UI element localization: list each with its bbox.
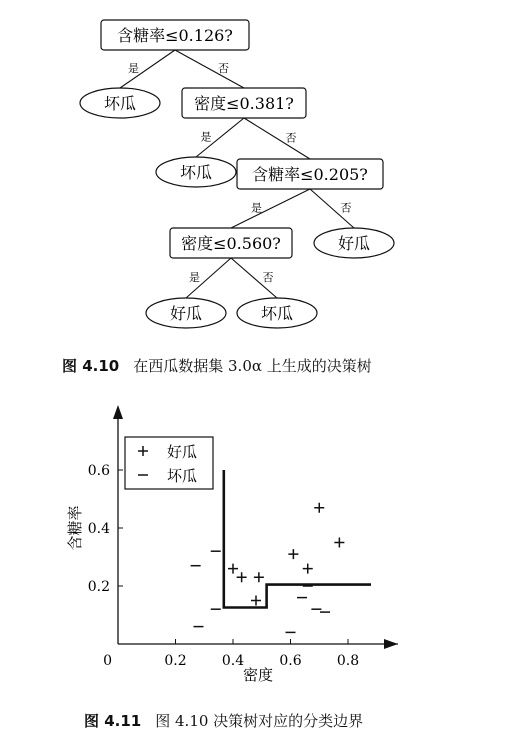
decision-tree <box>0 0 527 345</box>
caption-number: 图 4.10 <box>62 357 120 375</box>
x-tick-label: 0.8 <box>336 653 360 669</box>
leaf-node-label: 坏瓜 <box>179 163 213 182</box>
good-melon-point <box>254 572 264 582</box>
decision-node-label: 密度≤0.381? <box>194 94 294 113</box>
good-melon-point <box>228 564 238 574</box>
edge-label: 是 <box>200 130 212 144</box>
y-tick-label: 0.2 <box>87 579 110 595</box>
tree-edge <box>231 189 310 228</box>
leaf-node-label: 坏瓜 <box>103 94 137 113</box>
good-melon-point <box>237 572 247 582</box>
decision-node-label: 含糖率≤0.205? <box>252 165 368 184</box>
edge-label: 否 <box>218 62 229 75</box>
caption-text: 在西瓜数据集 3.0α 上生成的决策树 <box>133 357 372 375</box>
good-melon-point <box>288 549 298 559</box>
x-axis-label: 密度 <box>242 666 274 684</box>
good-melon-point <box>334 538 344 548</box>
x-axis-arrow <box>384 639 398 649</box>
edge-label: 是 <box>128 62 139 75</box>
x-tick-label: 0.4 <box>221 653 245 669</box>
decision-node-label: 密度≤0.560? <box>181 234 281 253</box>
caption-text: 图 4.10 决策树对应的分类边界 <box>155 712 364 730</box>
origin-label: 0 <box>103 653 112 669</box>
y-tick-label: 0.4 <box>87 521 110 537</box>
decision-boundary <box>224 470 371 608</box>
caption-number: 图 4.11 <box>84 712 142 730</box>
good-melon-point <box>314 503 324 513</box>
x-tick-label: 0.2 <box>164 653 187 669</box>
edge-label: 否 <box>340 201 352 215</box>
tree-edge <box>244 118 310 159</box>
caption-fig-4-11 <box>84 710 363 731</box>
edge-label: 否 <box>262 271 274 284</box>
legend-label: 坏瓜 <box>167 467 198 485</box>
edge-label: 是 <box>189 271 200 284</box>
x-tick-label: 0.6 <box>279 653 302 669</box>
y-tick-label: 0.6 <box>87 463 110 479</box>
leaf-node-label: 好瓜 <box>169 304 203 323</box>
tree-edge <box>175 50 244 88</box>
leaf-node-label: 好瓜 <box>337 234 371 253</box>
caption-fig-4-10 <box>62 355 372 376</box>
legend-label: 好瓜 <box>167 443 198 461</box>
good-melon-point <box>251 596 261 606</box>
decision-node-label: 含糖率≤0.126? <box>117 26 233 45</box>
edge-label: 是 <box>251 201 262 215</box>
classification-boundary-plot <box>0 395 527 700</box>
leaf-node-label: 坏瓜 <box>260 304 294 323</box>
good-melon-point <box>303 564 313 574</box>
y-axis-label: 含糖率 <box>66 505 84 551</box>
y-axis-arrow <box>113 405 123 419</box>
edge-label: 否 <box>285 131 297 145</box>
